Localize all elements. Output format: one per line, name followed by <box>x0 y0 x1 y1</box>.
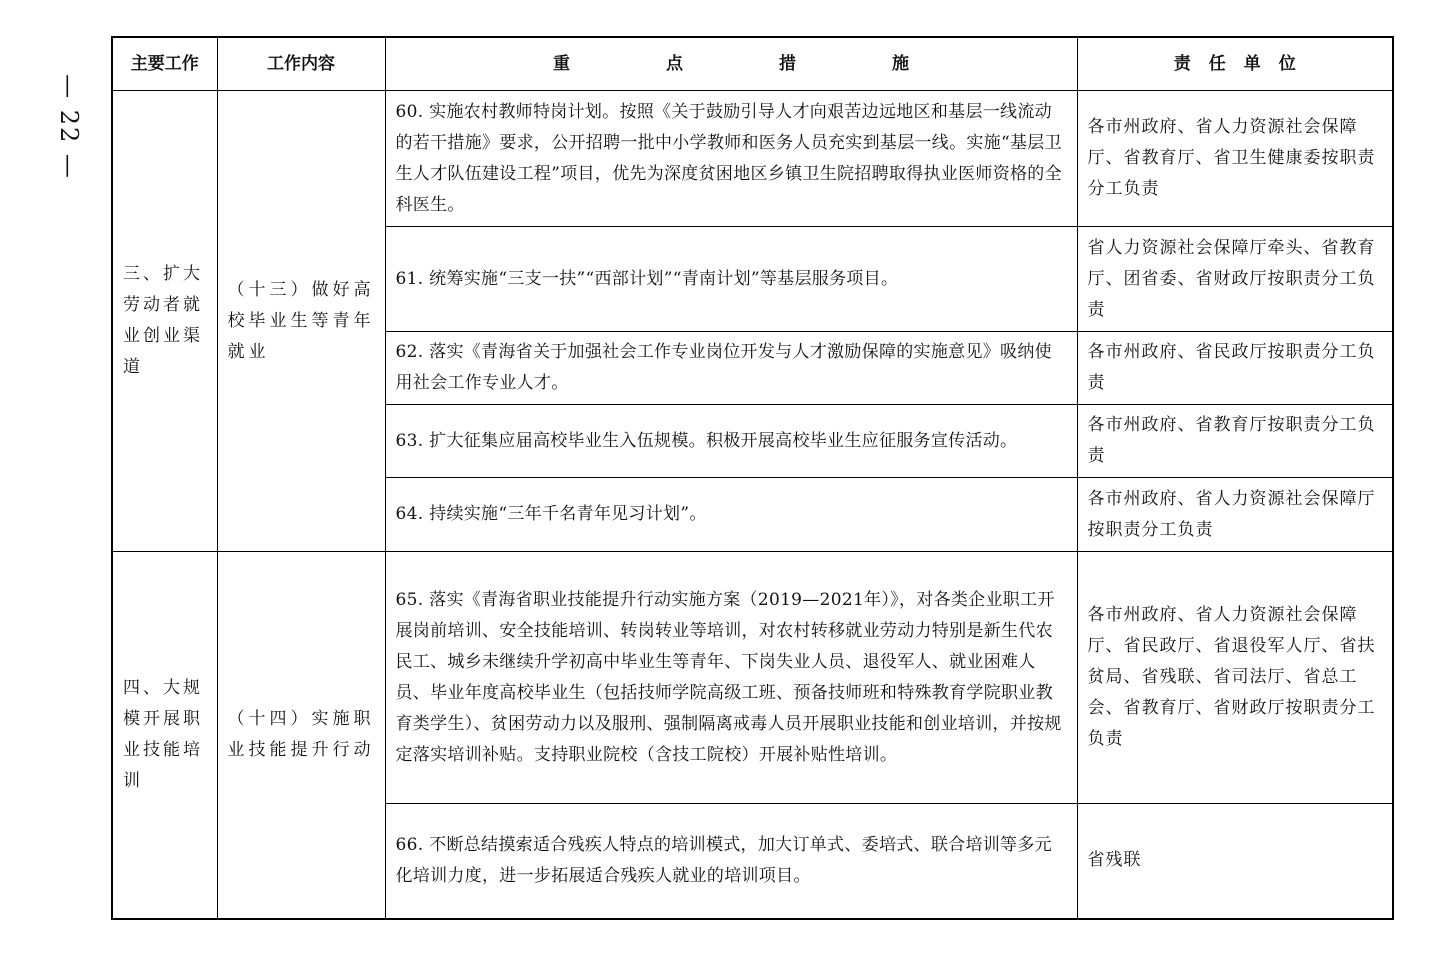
measure-cell: 63. 扩大征集应届高校毕业生入伍规模。积极开展高校毕业生应征服务宣传活动。 <box>385 405 1077 478</box>
unit-cell: 各市州政府、省民政厅按职责分工负责 <box>1077 332 1393 405</box>
unit-cell: 省人力资源社会保障厅牵头、省教育厅、团省委、省财政厅按职责分工负责 <box>1077 227 1393 332</box>
unit-cell: 省残联 <box>1077 804 1393 919</box>
main-work-cell: 三、扩大劳动者就业创业渠道 <box>112 91 217 552</box>
unit-cell: 各市州政府、省人力资源社会保障厅、省教育厅、省卫生健康委按职责分工负责 <box>1077 91 1393 227</box>
measure-cell: 65. 落实《青海省职业技能提升行动实施方案（2019—2021年）》，对各类企业职工开展岗前培训、安全技能培训、转岗转业等培训，对农村转移就业劳动力特别是新生代农民工、城乡未继续升学初高中毕业生等青年、下岗失业人员、退役军人、就业困难人员、毕业年度高校毕业生（包括技师学院高级工班、预备技师班和特殊教育学院职业教育类学生）、贫困劳动力以及服刑、强制隔离戒毒人员开展职业技能和创业培训，并按规定落实培训补贴。支持职业院校（含技工院校）开展补贴性培训。 <box>385 552 1077 804</box>
table-row <box>112 552 1393 804</box>
unit-cell: 各市州政府、省人力资源社会保障厅、省民政厅、省退役军人厅、省扶贫局、省残联、省司法厅、省总工会、省教育厅、省财政厅按职责分工负责 <box>1077 552 1393 804</box>
measure-cell: 66. 不断总结摸索适合残疾人特点的培训模式，加大订单式、委培式、联合培训等多元化培训力度，进一步拓展适合残疾人就业的培训项目。 <box>385 804 1077 919</box>
measure-cell: 60. 实施农村教师特岗计划。按照《关于鼓励引导人才向艰苦边远地区和基层一线流动的若干措施》要求，公开招聘一批中小学教师和医务人员充实到基层一线。实施“基层卫生人才队伍建设工程”项目，优先为深度贫困地区乡镇卫生院招聘取得执业医师资格的全科医生。 <box>385 91 1077 227</box>
page-number <box>52 62 86 192</box>
measure-cell: 61. 统筹实施“三支一扶”“西部计划”“青南计划”等基层服务项目。 <box>385 227 1077 332</box>
unit-cell: 各市州政府、省教育厅按职责分工负责 <box>1077 405 1393 478</box>
header-main-work: 主要工作 <box>112 37 217 91</box>
header-measures: 重点措施 <box>385 37 1077 91</box>
content-cell: （十四）实施职业技能提升行动 <box>217 552 385 919</box>
main-work-cell: 四、大规模开展职业技能培训 <box>112 552 217 919</box>
table-header-row <box>112 37 1393 91</box>
content-cell: （十三）做好高校毕业生等青年就业 <box>217 91 385 552</box>
unit-cell: 各市州政府、省人力资源社会保障厅按职责分工负责 <box>1077 478 1393 552</box>
table-row <box>112 91 1393 227</box>
task-table <box>111 36 1394 920</box>
measure-cell: 62. 落实《青海省关于加强社会工作专业岗位开发与人才激励保障的实施意见》吸纳使用社会工作专业人才。 <box>385 332 1077 405</box>
measure-cell: 64. 持续实施“三年千名青年见习计划”。 <box>385 478 1077 552</box>
header-content: 工作内容 <box>217 37 385 91</box>
page-number-text: — 22 — <box>55 74 84 180</box>
header-unit: 责任单位 <box>1077 37 1393 91</box>
